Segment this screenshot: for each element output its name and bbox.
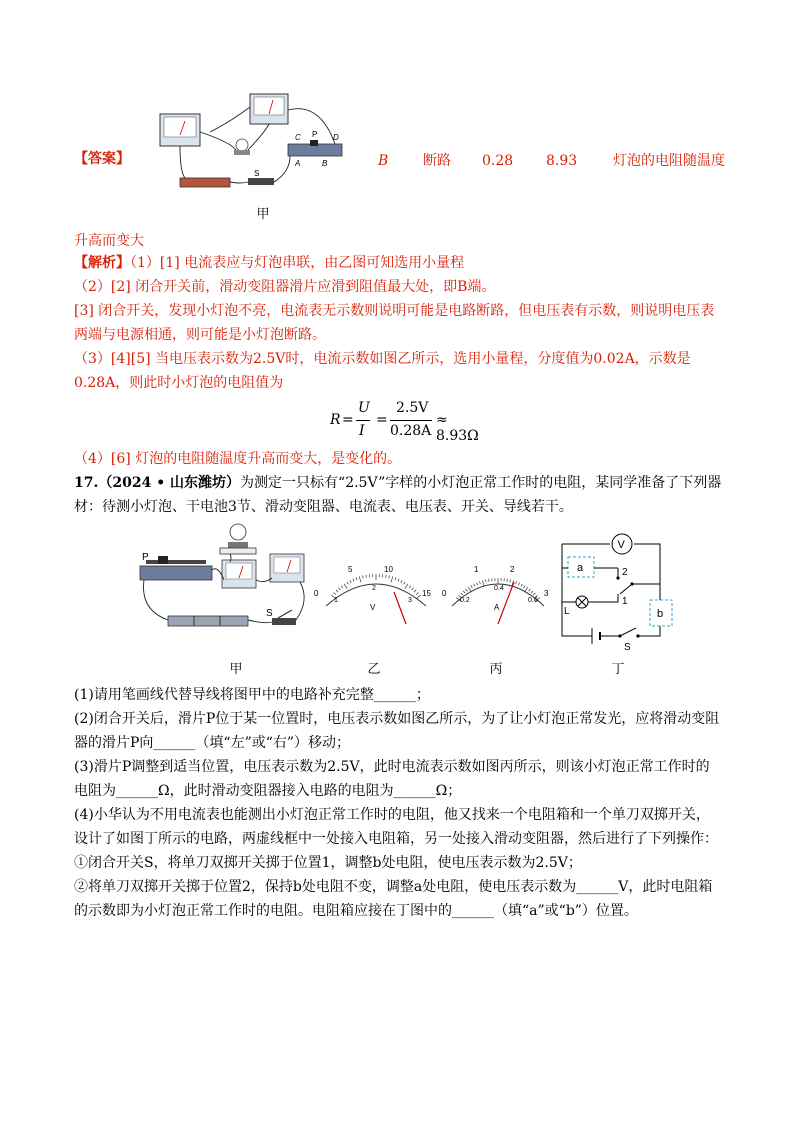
scale-tick <box>482 580 484 586</box>
a-tick-0: 0 <box>442 589 447 598</box>
q17-part-3b: 电阻为______Ω，此时滑动变阻器接入电路的电阻为______Ω； <box>74 783 462 799</box>
scale-tick <box>359 576 361 582</box>
scale-tick <box>356 578 357 581</box>
scale-tick <box>489 579 490 582</box>
svg-text:B: B <box>322 159 328 168</box>
analysis-line-7: （4）[6] 灯泡的电阻随温度升高而变大，是变化的。 <box>74 451 402 467</box>
scale-tick <box>471 585 473 588</box>
svg-text:C: C <box>295 133 301 142</box>
q17-voltmeter-icon <box>222 560 256 588</box>
answer-item-2: 断路 <box>423 153 451 169</box>
scale-tick <box>389 576 390 579</box>
v-needle <box>394 592 406 624</box>
q17-stem-line-2: 材：待测小灯泡、干电池3节、滑动变阻器、电流表、电压表、开关、导线若干。 <box>74 499 573 515</box>
caption-yi: 乙 <box>367 662 381 677</box>
scale-tick <box>401 580 402 583</box>
scale-tick <box>366 575 367 578</box>
q17-part-4a: (4)小华认为不用电流表也能测出小灯泡正常工作时的电阻，他又找来一个电阻箱和一个单刀双掷开关， <box>74 807 710 823</box>
scale-tick <box>347 582 349 585</box>
q17-figure-yi <box>312 562 440 628</box>
answer-item-5: 灯泡的电阻随温度 <box>613 153 725 169</box>
q17-ammeter-icon <box>270 554 304 582</box>
analysis-label: 【解析】 <box>74 255 130 271</box>
svg-text:a: a <box>577 562 584 574</box>
q17-part-4d: ②将单刀双掷开关掷于位置2，保持b处电阻不变，调整a处电阻，使电压表示数为______V，此时电阻箱 <box>74 879 713 895</box>
svg-text:1: 1 <box>622 596 628 607</box>
analysis-line-1: 【解析】（1）[1] 电流表应与灯泡串联，由乙图可知选用小量程 <box>74 255 465 271</box>
scale-tick <box>468 587 471 592</box>
answer-item-4: 8.93 <box>546 153 578 169</box>
scale-tick <box>409 586 411 588</box>
answer-figure-caption: 甲 <box>256 207 270 222</box>
a-unit: A <box>494 603 500 612</box>
svg-text:S: S <box>254 169 260 178</box>
q17-stem-line-1: 17.（2024 • 山东潍坊）为测定一只标有“2.5V”字样的小灯泡正常工作时的电阻，某同学准备了下列器 <box>74 475 722 491</box>
scale-tick <box>531 591 533 593</box>
scale-tick <box>474 584 475 587</box>
scale-tick <box>386 575 387 578</box>
v-subtick-1: 1 <box>334 597 338 604</box>
a-tick-1: 1 <box>474 565 479 574</box>
q17-battery-icon <box>168 616 248 626</box>
scale-tick <box>341 586 343 588</box>
analysis-line-4: 两端与电源相通，则可能是小灯泡断路。 <box>74 327 326 343</box>
answer-voltmeter-icon <box>160 114 200 146</box>
q17-rheostat-icon <box>140 552 212 580</box>
scale-tick <box>405 584 408 589</box>
answer-label: 【答案】 <box>74 151 130 167</box>
svg-text:S: S <box>266 608 273 619</box>
scale-tick <box>416 595 421 599</box>
q17-number: 17. <box>74 475 99 491</box>
answer-item-1: B <box>378 153 389 169</box>
q17-part-4b: 设计了如图丁所示的电路，两虚线框中一处接入电阻箱，另一处接入滑动变阻器，然后进行了下列操作： <box>74 831 718 847</box>
analysis-line-5: （3）[4][5] 当电压表示数为2.5V时，电流示数如图乙所示，选用小量程，分度值为0.02A，示数是 <box>74 351 691 367</box>
scale-tick <box>479 581 480 584</box>
caption-jia: 甲 <box>229 662 243 677</box>
answer-battery-icon <box>180 178 230 187</box>
scale-tick <box>521 584 522 587</box>
scale-tick <box>395 578 396 581</box>
scale-tick <box>518 582 519 585</box>
answer-rheostat-icon <box>288 130 342 168</box>
svg-text:S: S <box>624 642 631 652</box>
scale-tick <box>414 590 416 592</box>
scale-tick <box>461 593 463 595</box>
scale-tick <box>529 589 531 591</box>
svg-text:b: b <box>657 608 664 620</box>
scale-tick <box>525 587 528 592</box>
svg-text:L: L <box>564 606 570 617</box>
scale-tick <box>533 593 535 595</box>
q17-part-4c: ①闭合开关S，将单刀双掷开关掷于位置1，调整b处电阻，使电压表示数为2.5V； <box>74 855 582 871</box>
q17-figure-jia <box>130 520 315 650</box>
resistance-formula: R = U I = 2.5V 0.28A ≈ 8.93Ω <box>330 400 479 444</box>
svg-text:2: 2 <box>622 567 628 578</box>
answer-ammeter-icon <box>250 94 288 124</box>
answer-bulb-icon <box>234 139 250 155</box>
scale-tick <box>350 580 351 583</box>
ding-switch-icon <box>620 628 636 636</box>
scale-tick <box>412 588 414 590</box>
scale-tick <box>476 582 477 585</box>
scale-tick <box>391 576 393 582</box>
scale-tick <box>334 592 336 594</box>
svg-text:V: V <box>617 539 625 551</box>
caption-ding: 丁 <box>611 662 625 677</box>
q17-figure-ding <box>552 520 682 652</box>
q17-figure-bing <box>440 562 558 628</box>
scale-tick <box>363 576 364 579</box>
answer-item-3: 0.28 <box>482 153 514 169</box>
scale-tick <box>416 592 418 594</box>
scale-tick <box>466 589 468 591</box>
scale-tick <box>404 582 406 585</box>
svg-text:D: D <box>333 133 339 142</box>
q17-source: （2024 • 山东潍坊） <box>98 475 241 491</box>
analysis-line-2: （2）[2] 闭合开关前，滑动变阻器滑片应滑到阻值最大处，即B端。 <box>74 279 496 295</box>
v-tick-15: 15 <box>422 589 431 598</box>
scale-tick <box>338 588 340 590</box>
analysis-line-3: [3] 闭合开关，发现小灯泡不亮，电流表无示数则说明可能是电路断路，但电压表有示数，则说明电压表 <box>74 303 715 319</box>
svg-text:P: P <box>312 130 318 139</box>
a-subtick-0-6: 0.6 <box>528 597 538 604</box>
scale-tick <box>463 591 465 593</box>
scale-tick <box>344 584 347 589</box>
scale-tick <box>353 579 354 582</box>
v-unit: V <box>370 603 376 612</box>
scale-tick <box>510 579 511 582</box>
caption-bing: 丙 <box>489 662 503 677</box>
scale-tick <box>398 579 399 582</box>
scale-tick <box>507 579 508 582</box>
scale-tick <box>336 590 338 592</box>
scale-tick <box>485 579 486 582</box>
a-tick-3: 3 <box>544 589 549 598</box>
svg-text:P: P <box>142 552 149 563</box>
v-subtick-3: 3 <box>408 597 412 604</box>
v-tick-5: 5 <box>348 565 353 574</box>
q17-part-1: (1)请用笔画线代替导线将图甲中的电路补充完整______； <box>74 687 430 703</box>
answer-continuation: 升高而变大 <box>74 233 144 249</box>
v-tick-0: 0 <box>314 589 319 598</box>
a-subtick-0-4: 0.4 <box>494 585 504 592</box>
scale-tick <box>516 581 517 584</box>
answer-switch-icon <box>248 169 274 185</box>
q17-part-4e: 的示数即为小灯泡正常工作时的电阻。电阻箱应接在丁图中的______（填“a”或“b”）位置。 <box>74 903 638 919</box>
v-subtick-2: 2 <box>372 585 376 592</box>
a-subtick-0-2: 0.2 <box>460 597 470 604</box>
q17-part-2a: (2)闭合开关后，滑片P位于某一位置时，电压表示数如图乙所示，为了让小灯泡正常发光，应将滑动变阻 <box>74 711 720 727</box>
analysis-line-6: 0.28A，则此时小灯泡的电阻值为 <box>74 375 284 391</box>
v-tick-10: 10 <box>384 565 393 574</box>
scale-tick <box>524 585 526 588</box>
answer-circuit-figure <box>150 92 360 202</box>
q17-part-2b: 器的滑片P向______（填“左”或“右”）移动； <box>74 735 351 751</box>
q17-part-3a: (3)滑片P调整到适当位置，电压表示数为2.5V，此时电流表示数如图丙所示，则该小灯泡正常工作时的 <box>74 759 710 775</box>
q17-bulb-icon <box>220 524 256 554</box>
svg-text:A: A <box>295 159 301 168</box>
a-tick-2: 2 <box>510 565 515 574</box>
